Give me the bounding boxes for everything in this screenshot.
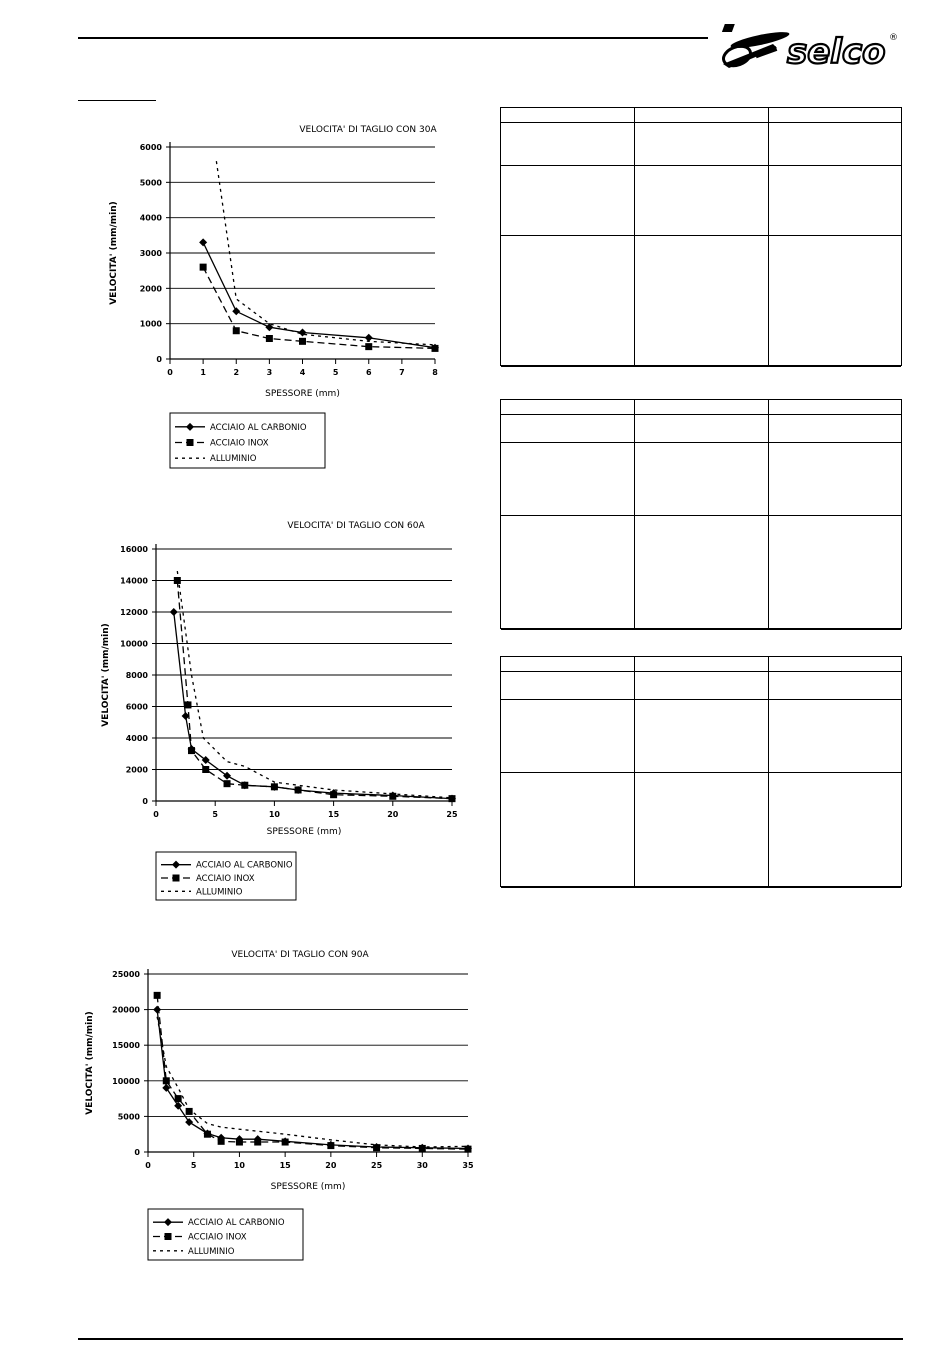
y-tick-label: 6000 xyxy=(125,702,148,712)
data-point-square xyxy=(330,791,337,798)
x-tick-label: 8 xyxy=(432,368,438,377)
table-2-col-divider xyxy=(768,400,769,628)
data-point-square xyxy=(184,701,191,708)
legend-label: ACCIAIO AL CARBONIO xyxy=(210,422,307,433)
data-point-square xyxy=(224,780,231,787)
data-point-diamond xyxy=(174,1102,182,1110)
data-point-square xyxy=(295,786,302,793)
data-point-square xyxy=(204,1131,211,1138)
table-2 xyxy=(500,399,902,629)
table-3-row-1 xyxy=(501,671,901,700)
data-point-square xyxy=(299,338,306,345)
x-tick-label: 4 xyxy=(299,368,306,377)
y-tick-label: 25000 xyxy=(112,970,140,979)
data-point-square xyxy=(174,577,181,584)
y-tick-label: 0 xyxy=(142,797,148,806)
series-line-1 xyxy=(157,995,468,1149)
table-1-col-divider xyxy=(634,108,635,365)
table-3-row-2 xyxy=(501,699,901,773)
data-point-square xyxy=(449,795,456,802)
legend-swatch-marker xyxy=(173,875,180,882)
legend-label: ALLUMINIO xyxy=(196,887,243,898)
table-1-row-2 xyxy=(501,165,901,236)
data-point-square xyxy=(254,1139,261,1146)
x-tick-label: 1 xyxy=(200,368,206,377)
chart-1 xyxy=(101,521,458,900)
data-point-square xyxy=(365,343,372,350)
data-point-square xyxy=(202,766,209,773)
data-point-square xyxy=(154,992,161,999)
legend-label: ACCIAIO AL CARBONIO xyxy=(196,860,293,871)
x-tick-label: 15 xyxy=(328,810,340,819)
data-point-square xyxy=(218,1138,225,1145)
table-1-header-row xyxy=(501,108,901,123)
data-point-diamond xyxy=(232,307,240,315)
table-1-row-3 xyxy=(501,235,901,367)
footer-rule xyxy=(78,1338,903,1340)
data-point-diamond xyxy=(199,238,207,246)
y-tick-label: 4000 xyxy=(139,213,162,223)
y-tick-label: 12000 xyxy=(120,608,148,617)
data-point-square xyxy=(236,1139,243,1146)
y-tick-label: 6000 xyxy=(139,143,162,152)
data-point-diamond xyxy=(185,1118,193,1126)
y-tick-label: 3000 xyxy=(139,249,162,258)
data-point-square xyxy=(282,1139,289,1146)
x-tick-label: 30 xyxy=(416,1161,428,1170)
table-1 xyxy=(500,107,902,366)
y-tick-label: 8000 xyxy=(125,671,148,680)
data-point-square xyxy=(175,1095,182,1102)
data-point-square xyxy=(419,1145,426,1152)
legend-label: ACCIAIO AL CARBONIO xyxy=(188,1218,285,1229)
table-3-header-row xyxy=(501,657,901,672)
series-line-1 xyxy=(177,581,452,799)
x-tick-label: 7 xyxy=(399,368,405,377)
x-axis-label: SPESSORE (mm) xyxy=(270,1182,346,1192)
series-line-0 xyxy=(157,1010,468,1149)
y-tick-label: 1000 xyxy=(139,319,162,329)
y-tick-label: 2000 xyxy=(139,284,162,294)
x-tick-label: 6 xyxy=(365,368,372,377)
x-tick-label: 20 xyxy=(387,810,399,819)
data-point-square xyxy=(241,782,248,789)
table-3-row-3 xyxy=(501,772,901,888)
data-point-diamond xyxy=(299,329,307,337)
data-point-square xyxy=(271,783,278,790)
data-point-square xyxy=(233,327,240,334)
legend-label: ACCIAIO INOX xyxy=(196,874,255,884)
y-tick-label: 14000 xyxy=(120,576,148,586)
table-1-col-divider xyxy=(768,108,769,365)
legend-label: ALLUMINIO xyxy=(210,454,257,465)
data-point-square xyxy=(200,264,207,271)
chart-title: VELOCITA' DI TAGLIO CON 60A xyxy=(287,521,425,531)
legend-label: ACCIAIO INOX xyxy=(188,1232,247,1243)
y-tick-label: 5000 xyxy=(117,1112,140,1122)
x-tick-label: 10 xyxy=(233,1161,245,1170)
x-axis-label: SPESSORE (mm) xyxy=(266,827,342,837)
table-3-col-divider xyxy=(768,657,769,886)
chart-2 xyxy=(85,950,474,1260)
series-line-0 xyxy=(174,612,452,799)
x-tick-label: 2 xyxy=(233,368,240,377)
x-tick-label: 25 xyxy=(446,810,458,819)
data-point-diamond xyxy=(170,608,178,616)
y-tick-label: 10000 xyxy=(112,1076,140,1086)
legend-label: ALLUMINIO xyxy=(188,1246,235,1257)
table-2-row-1 xyxy=(501,414,901,443)
table-1-row-1 xyxy=(501,122,901,166)
legend-swatch-marker xyxy=(165,1233,172,1240)
table-2-row-3 xyxy=(501,515,901,630)
x-tick-label: 5 xyxy=(212,810,218,819)
chart-title: VELOCITA' DI TAGLIO CON 30A xyxy=(299,125,437,135)
x-tick-label: 35 xyxy=(462,1161,474,1170)
legend-label: ACCIAIO INOX xyxy=(210,438,269,449)
y-axis-label: VELOCITA' (mm/min) xyxy=(101,623,111,727)
series-line-2 xyxy=(177,571,452,798)
x-tick-label: 5 xyxy=(332,368,339,377)
registered-mark: ® xyxy=(889,33,898,43)
y-tick-label: 10000 xyxy=(120,639,148,649)
x-tick-label: 0 xyxy=(153,810,159,819)
x-tick-label: 10 xyxy=(268,810,280,819)
data-point-diamond xyxy=(153,1006,161,1014)
data-point-square xyxy=(266,335,273,342)
x-tick-label: 25 xyxy=(371,1161,383,1170)
data-point-square xyxy=(465,1146,472,1153)
x-tick-label: 15 xyxy=(279,1161,291,1170)
x-tick-label: 3 xyxy=(266,368,273,377)
y-tick-label: 16000 xyxy=(120,545,148,554)
y-axis-label: VELOCITA' (mm/min) xyxy=(85,1011,95,1115)
data-point-diamond xyxy=(365,334,373,342)
table-2-col-divider xyxy=(634,400,635,628)
y-tick-label: 15000 xyxy=(112,1041,140,1051)
table-3 xyxy=(500,656,902,887)
data-point-square xyxy=(432,345,439,352)
data-point-square xyxy=(163,1077,170,1084)
x-tick-label: 5 xyxy=(190,1161,197,1170)
x-tick-label: 20 xyxy=(325,1161,337,1170)
table-3-col-divider xyxy=(634,657,635,886)
y-tick-label: 0 xyxy=(134,1148,140,1157)
data-point-square xyxy=(188,747,195,754)
legend-swatch-marker xyxy=(187,439,194,446)
y-tick-label: 20000 xyxy=(112,1005,140,1015)
brand-wordmark: selco xyxy=(787,32,886,72)
y-tick-label: 5000 xyxy=(139,178,162,188)
y-axis-label: VELOCITA' (mm/min) xyxy=(109,201,119,305)
series-line-2 xyxy=(157,1017,468,1147)
chart-title: VELOCITA' DI TAGLIO CON 90A xyxy=(231,950,369,960)
x-axis-label: SPESSORE (mm) xyxy=(265,389,340,399)
chart-0 xyxy=(109,125,439,468)
y-tick-label: 4000 xyxy=(125,734,148,743)
table-2-header-row xyxy=(501,400,901,415)
y-tick-label: 0 xyxy=(156,355,162,364)
x-tick-label: 0 xyxy=(167,368,173,377)
data-point-square xyxy=(327,1142,334,1149)
table-2-row-2 xyxy=(501,442,901,516)
y-tick-label: 2000 xyxy=(125,765,148,775)
x-tick-label: 0 xyxy=(145,1161,151,1170)
